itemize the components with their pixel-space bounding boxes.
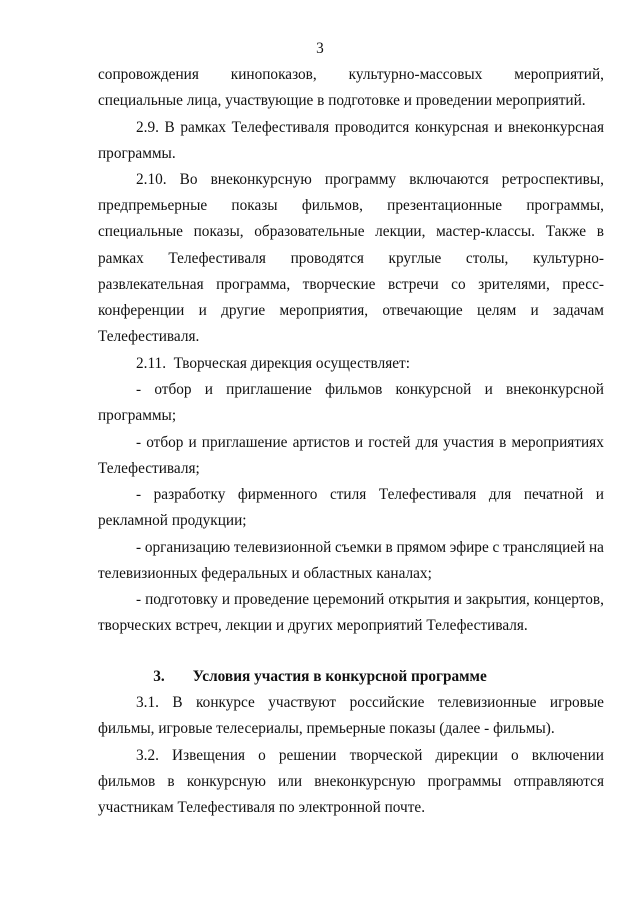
word: приглашение — [226, 381, 312, 398]
word: развлекательная — [98, 276, 204, 293]
word: открытия — [388, 591, 450, 608]
text-line: фильмы, игровые телесериалы, премьерные показы (далее - фильмы). — [98, 720, 555, 737]
text-line: телевизионных федеральных и областных каналах; — [98, 565, 432, 582]
word: задачам — [552, 302, 604, 319]
word: артистов — [292, 434, 350, 451]
text-line — [98, 250, 604, 268]
word: конкурсной — [395, 381, 472, 398]
word: специальные — [98, 223, 183, 240]
word: эфире — [449, 539, 489, 556]
word: Также — [545, 223, 587, 240]
word: программа, — [216, 276, 291, 293]
word: мастер-классы. — [436, 223, 536, 240]
text-line — [98, 276, 604, 294]
word: игровые — [549, 694, 604, 711]
word: на — [588, 539, 604, 556]
word: - — [136, 381, 142, 398]
word: со — [451, 276, 466, 293]
text-line — [98, 66, 604, 84]
word: мероприятия, — [279, 302, 369, 319]
word: и — [530, 302, 539, 319]
list-item-line — [136, 434, 604, 452]
word: закрытия, — [465, 591, 530, 608]
list-item-line — [136, 539, 604, 557]
word: для — [488, 486, 512, 503]
word: дирекции — [435, 747, 498, 764]
word: показы — [231, 197, 278, 214]
word: Телефестиваля — [378, 486, 477, 503]
word: программы — [427, 773, 502, 790]
word: внеконкурсной — [505, 381, 604, 398]
word: организацию — [144, 539, 231, 556]
word: показы, — [193, 223, 244, 240]
word: решении — [278, 747, 337, 764]
text-line — [98, 223, 604, 241]
paragraph-3-1-line — [136, 694, 604, 712]
word: приглашение — [201, 434, 288, 451]
word: фильмов, — [301, 197, 363, 214]
word: проведение — [234, 591, 309, 608]
word: презентационные — [387, 197, 503, 214]
page-number: 3 — [316, 40, 324, 57]
word: гостей — [368, 434, 411, 451]
section-title: Условия участия в конкурсной программе — [192, 668, 487, 685]
word: в — [596, 223, 604, 240]
word: конкурсная — [414, 119, 489, 136]
word: сопровождения — [98, 66, 199, 83]
word: о — [258, 747, 266, 764]
word: и — [595, 486, 604, 503]
word: и — [484, 381, 493, 398]
word: и — [188, 434, 197, 451]
text-line: творческих встреч, лекции и других мероприятий Телефестиваля. — [98, 617, 528, 634]
word: встречи — [387, 276, 439, 293]
word: включении — [531, 747, 604, 764]
paragraph-2-10-line — [136, 171, 604, 189]
word: и — [354, 434, 364, 451]
list-item-line — [136, 486, 604, 504]
list-item-line — [136, 591, 604, 609]
word: стиля — [329, 486, 367, 503]
word: и — [494, 119, 503, 136]
word: концертов, — [533, 591, 604, 608]
word: отправляются — [513, 773, 604, 790]
text-line: Телефестиваля; — [98, 460, 200, 477]
text-line: программы. — [98, 145, 176, 162]
word: конкурсную — [186, 773, 266, 790]
word: творческие — [302, 276, 376, 293]
word: фильмов — [325, 381, 383, 398]
word: и — [453, 591, 462, 608]
word: мероприятиях — [511, 434, 604, 451]
word: образовательные — [254, 223, 365, 240]
word: программы, — [526, 197, 604, 214]
word: культурно- — [533, 250, 604, 267]
word: для — [415, 434, 439, 451]
word: конференции — [98, 302, 185, 319]
word: мероприятий, — [514, 66, 604, 83]
word: или — [278, 773, 303, 790]
word: фильмов — [98, 773, 156, 790]
word: в — [499, 434, 507, 451]
text-line: специальные лица, участвующие в подготовке и проведении мероприятий. — [98, 92, 586, 109]
word: отбор — [154, 381, 192, 398]
word: другие — [221, 302, 266, 319]
word: печатной — [523, 486, 584, 503]
word: - — [136, 539, 142, 556]
word: церемоний — [313, 591, 385, 608]
word: внеконкурсная — [507, 119, 604, 136]
word: и — [204, 381, 213, 398]
word: - — [136, 591, 142, 608]
word: целям — [476, 302, 517, 319]
word: телевизионной — [233, 539, 332, 556]
word: проводятся — [290, 250, 364, 267]
text-line — [98, 773, 604, 791]
word: фирменного — [237, 486, 318, 503]
word: и — [198, 302, 207, 319]
word: участия — [443, 434, 495, 451]
word: - — [136, 486, 142, 503]
word: круглые — [388, 250, 442, 267]
word: программу — [324, 171, 397, 188]
word: отвечающие — [382, 302, 463, 319]
word: в — [385, 539, 393, 556]
word: 2.9. — [136, 119, 159, 136]
word: 3.1. — [136, 694, 159, 711]
section-heading — [0, 668, 640, 686]
word: предпремьерные — [98, 197, 208, 214]
list-item-line — [136, 381, 604, 399]
word: пресс- — [562, 276, 604, 293]
text-line: участникам Телефестиваля по электронной почте. — [98, 799, 426, 816]
word: трансляцией — [502, 539, 586, 556]
word: включаются — [409, 171, 489, 188]
word: Телефестиваля — [168, 250, 266, 267]
text-line: программы; — [98, 407, 177, 424]
word: - — [136, 434, 142, 451]
word: лекции, — [375, 223, 426, 240]
word: Извещения — [172, 747, 246, 764]
word: Телефестиваля — [231, 119, 330, 136]
word: Во — [179, 171, 198, 188]
word: внеконкурсную — [314, 773, 416, 790]
text-line — [98, 197, 604, 215]
word: культурно-массовых — [348, 66, 483, 83]
word: прямом — [396, 539, 447, 556]
word: конкурсе — [196, 694, 255, 711]
word: рамках — [98, 250, 144, 267]
word: телевизионные — [437, 694, 537, 711]
paragraph-2-9-line — [136, 119, 604, 137]
word: 3.2. — [136, 747, 159, 764]
section-number: 3. — [153, 668, 165, 685]
word: разработку — [153, 486, 226, 503]
word: о — [511, 747, 519, 764]
word: В — [164, 119, 175, 136]
word: кинопоказов, — [230, 66, 317, 83]
paragraph-2-11-line: 2.11. Творческая дирекция осуществляет: — [136, 355, 410, 372]
paragraph-3-2-line — [136, 747, 604, 765]
word: участвуют — [268, 694, 337, 711]
word: проводится — [334, 119, 410, 136]
word: рамках — [180, 119, 227, 136]
word: с — [492, 539, 500, 556]
word: ретроспективы, — [501, 171, 604, 188]
word: зрителями, — [478, 276, 550, 293]
text-line: Телефестиваля. — [98, 328, 200, 345]
word: столы, — [465, 250, 509, 267]
word: отбор — [146, 434, 184, 451]
word: внеконкурсную — [210, 171, 312, 188]
word: творческой — [349, 747, 423, 764]
word: 2.10. — [136, 171, 167, 188]
word: съемки — [335, 539, 382, 556]
text-line: рекламной продукции; — [98, 512, 247, 529]
word: российские — [349, 694, 425, 711]
text-line — [98, 302, 604, 320]
word: и — [221, 591, 231, 608]
word: подготовку — [145, 591, 218, 608]
word: в — [167, 773, 175, 790]
word: В — [172, 694, 183, 711]
